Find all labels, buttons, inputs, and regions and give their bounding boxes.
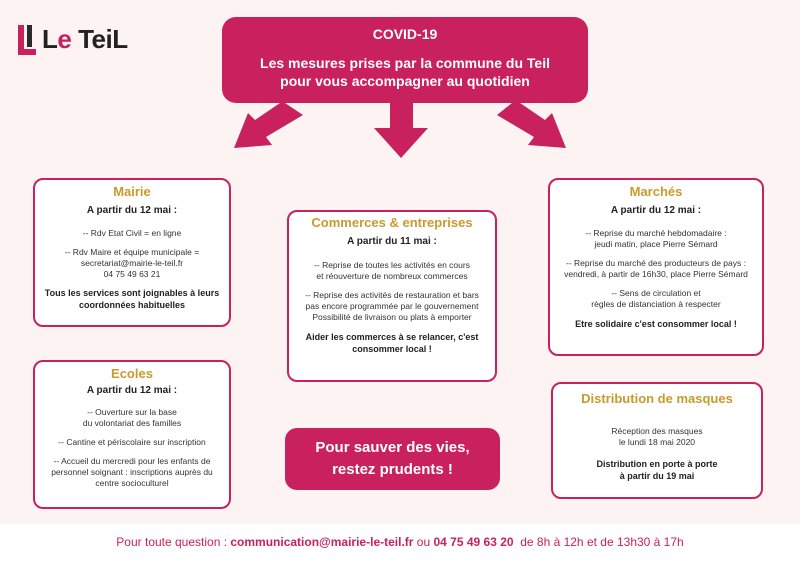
masques-item-1b: le lundi 18 mai 2020 [618,437,696,447]
logo-letter-l: L [42,24,58,54]
mairie-card [33,178,231,327]
mairie-item-2a: -- Rdv Maire et équipe municipale = [64,247,200,257]
masques-note-a: Distribution en porte à porte [596,459,718,469]
commerces-date: A partir du 11 mai : [347,236,437,247]
ecoles-item-1b: du volontariat des familles [82,418,182,428]
logo-text [42,24,128,55]
commerces-note: Aider les commerces à se relancer, c'est consommer local ! [305,332,479,354]
commerces-card [287,210,497,382]
ecoles-date: A partir du 12 mai : [86,385,178,396]
ecoles-item-1a: -- Ouverture sur la base [87,407,177,417]
arrow-down-icon [374,103,428,158]
slogan-box [285,428,500,490]
marches-item-1a: -- Reprise du marché hebdomadaire : [585,228,727,238]
slogan-line-1: Pour sauver des vies, [315,439,470,456]
arrow-left-icon [234,103,303,148]
commerces-item-2b: pas encore programmée par le gouvernement [305,301,479,311]
mairie-date: A partir du 12 mai : [86,205,178,216]
ecoles-item-2: -- Cantine et périscolaire sur inscription [58,437,206,447]
commerces-item-1b: et réouverture de nombreux commerces [316,271,468,281]
slogan-line-2: restez prudents ! [332,461,453,478]
ecoles-card [33,360,231,509]
masques-item-1a: Réception des masques [611,426,703,436]
masques-note-b: à partir du 19 mai [619,471,695,481]
masques-title: Distribution de masques [581,391,733,406]
marches-card [548,178,764,356]
banner-line-2: pour vous accompagner au quotidien [280,73,530,89]
ecoles-item-3: -- Accueil du mercredi pour les enfants de personnel soignant : inscriptions auprès du centre socioculturel [51,456,213,488]
footer-prefix: Pour toute question : [116,535,231,549]
marches-item-3b: règles de distanciation à respecter [591,299,721,309]
marches-item-1b: jeudi matin, place Pierre Sémard [594,239,718,249]
footer-ou: ou [413,535,434,549]
commerces-item-2a: -- Reprise des activités de restauration et bars [305,290,479,300]
arrow-right-icon [497,103,566,148]
mairie-title: Mairie [113,184,151,199]
footer [0,524,800,565]
mairie-item-1: -- Rdv Etat Civil = en ligne [82,228,182,238]
marches-item-2a: -- Reprise du marché des producteurs de pays : [565,258,746,268]
masques-card [551,382,763,499]
footer-hours: de 8h à 12h et de 13h30 à 17h [513,535,684,549]
mairie-phone: 04 75 49 63 21 [103,269,161,279]
footer-phone: 04 75 49 63 20 [433,535,514,549]
marches-item-3a: -- Sens de circulation et [611,288,701,298]
logo-word-teil: TeiL [71,24,128,54]
banner-title: COVID-19 [372,26,438,42]
marches-date: A partir du 12 mai : [610,205,702,216]
mairie-email[interactable]: secretariat@mairie-le-teil.fr [80,258,184,268]
logo-letter-e: e [57,24,72,54]
commerces-item-2c: Possibilité de livraison ou plats à emporter [312,312,472,322]
logo-mark [18,25,40,55]
ecoles-title: Ecoles [111,366,153,381]
footer-email[interactable]: communication@mairie-le-teil.fr [230,535,414,549]
commerces-item-1a: -- Reprise de toutes les activités en cours [314,260,470,270]
commerces-title: Commerces & entreprises [311,215,473,230]
marches-title: Marchés [629,184,683,199]
mairie-note: Tous les services sont joignables à leurs coordonnées habituelles [44,288,220,310]
marches-item-2b: vendredi, à partir de 16h30, place Pierre Sémard [564,269,748,279]
marches-note: Etre solidaire c'est consommer local ! [575,319,737,329]
covid-banner [222,17,588,103]
banner-line-1: Les mesures prises par la commune du Teil [260,55,550,71]
logo [18,24,128,55]
